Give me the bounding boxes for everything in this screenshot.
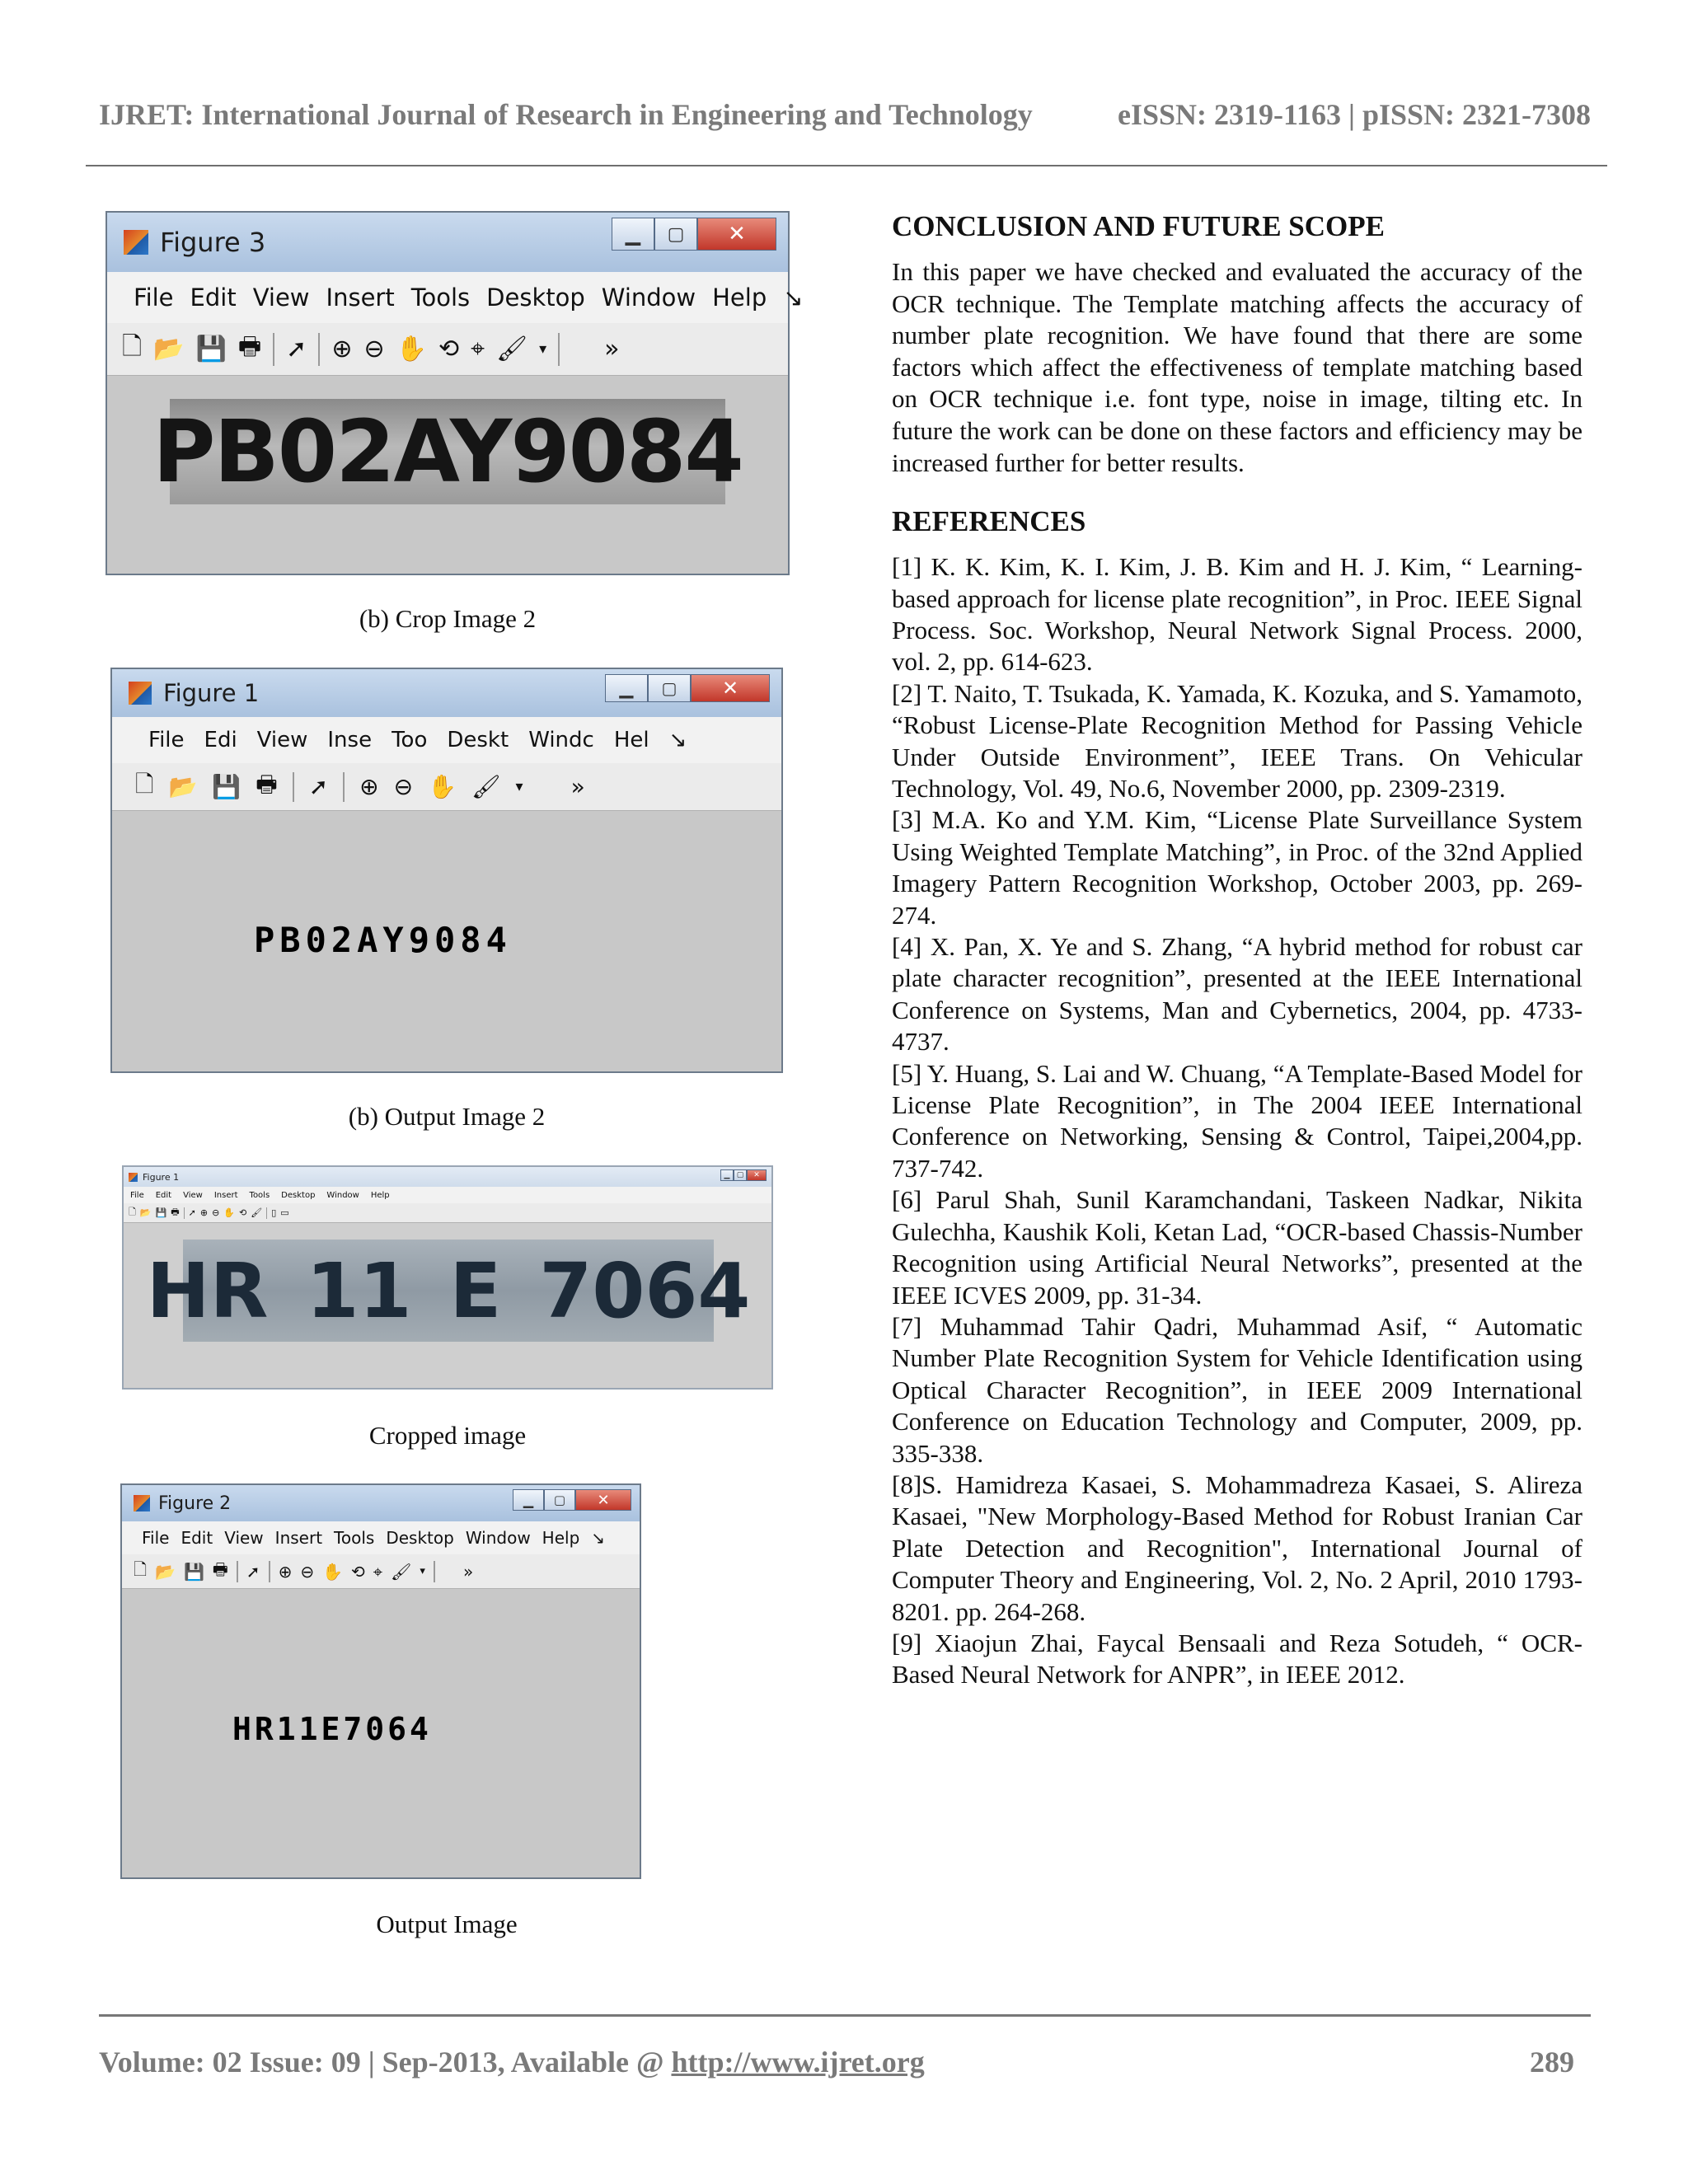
save-icon[interactable]: 💾 xyxy=(195,335,227,363)
toolbar-separator xyxy=(558,333,560,366)
menu-dock-arrow-icon[interactable]: ↘ xyxy=(668,728,687,752)
menu-help[interactable]: Hel xyxy=(613,728,649,752)
pointer-icon[interactable]: ➚ xyxy=(308,773,329,800)
window-title: Figure 3 xyxy=(160,227,266,258)
pointer-icon[interactable]: ➚ xyxy=(188,1207,196,1218)
issn-info: eISSN: 2319-1163 | pISSN: 2321-7308 xyxy=(1118,98,1591,131)
menu-help[interactable]: Help xyxy=(712,284,767,312)
plate-text: HR11E7064 xyxy=(232,1711,432,1747)
figure-toolbar xyxy=(122,1554,640,1589)
toolbar-overflow-icon[interactable]: » xyxy=(604,335,620,363)
zoom-in-icon[interactable]: ⊕ xyxy=(331,335,353,363)
menu-window[interactable]: Window xyxy=(601,284,696,312)
window-title: Figure 1 xyxy=(163,679,260,707)
reference-item: [1] K. K. Kim, K. I. Kim, J. B. Kim and H. J. Kim, “ Learning-based approach for license plate recognition”, in Proc. IEEE Signal Process. Soc. Workshop, Neural Network Signal Process. 2000, vol. 2, pp. 614-623. xyxy=(892,552,1582,677)
new-figure-icon[interactable]: 🗋 xyxy=(122,332,143,361)
menu-help[interactable]: Help xyxy=(542,1528,580,1548)
window-controls xyxy=(720,1169,767,1181)
brush-icon[interactable]: 🖌 xyxy=(391,1561,412,1582)
menu-desktop[interactable]: Desktop xyxy=(386,1528,454,1548)
plate-crop-image xyxy=(152,399,743,504)
dropdown-arrow-icon[interactable]: ▾ xyxy=(539,340,547,358)
zoom-in-icon[interactable]: ⊕ xyxy=(199,1207,209,1218)
menu-edit[interactable]: Edit xyxy=(155,1190,172,1200)
pan-hand-icon[interactable]: ✋ xyxy=(428,773,457,800)
close-icon[interactable]: ✕ xyxy=(747,1169,767,1181)
matlab-logo-icon xyxy=(129,682,152,705)
references-heading: REFERENCES xyxy=(892,505,1086,538)
close-icon[interactable]: ✕ xyxy=(691,674,770,702)
menu-tools[interactable]: Tools xyxy=(334,1528,375,1548)
pointer-icon[interactable]: ➚ xyxy=(246,1561,260,1582)
toolbar-separator xyxy=(273,333,274,366)
figure-caption: (b) Output Image 2 xyxy=(348,1102,546,1131)
plate-crop-image xyxy=(146,1240,751,1342)
open-file-icon[interactable]: 📂 xyxy=(168,773,198,800)
toolbar-separator xyxy=(434,1561,435,1582)
window-title: Figure 1 xyxy=(143,1171,180,1183)
window-controls xyxy=(513,1489,631,1511)
colorbar-icon[interactable]: ▯ xyxy=(271,1207,277,1218)
running-header xyxy=(99,97,1591,132)
menu-dock-arrow-icon[interactable]: ↘ xyxy=(591,1528,606,1548)
menu-view[interactable]: View xyxy=(183,1190,203,1200)
window-titlebar xyxy=(124,1167,771,1187)
toolbar-separator xyxy=(343,772,345,802)
maximize-icon[interactable]: ▢ xyxy=(654,218,697,251)
new-figure-icon[interactable]: 🗋 xyxy=(134,1558,148,1579)
new-figure-icon[interactable]: 🗋 xyxy=(135,770,154,798)
print-icon[interactable]: 🖶 xyxy=(237,332,262,361)
rotate-3d-icon[interactable]: ⟲ xyxy=(438,335,460,363)
figure-caption: Cropped image xyxy=(368,1421,527,1450)
figure-axes-area xyxy=(107,376,788,574)
legend-icon[interactable]: ▭ xyxy=(280,1207,289,1218)
menu-bar xyxy=(112,717,781,763)
plate-text: HR 11 E 7064 xyxy=(146,1246,751,1335)
volume-info: Volume: 02 Issue: 09 | Sep-2013, Available @ xyxy=(99,2046,672,2079)
zoom-out-icon[interactable]: ⊖ xyxy=(393,773,414,800)
menu-window[interactable]: Window xyxy=(326,1190,359,1200)
zoom-in-icon[interactable]: ⊕ xyxy=(278,1561,293,1582)
menu-desktop[interactable]: Deskt xyxy=(447,728,509,752)
minimize-icon[interactable]: ▁ xyxy=(605,674,648,702)
figure-window-crop-2 xyxy=(122,1165,773,1390)
pointer-icon[interactable]: ➚ xyxy=(286,335,307,363)
menu-window[interactable]: Windc xyxy=(528,728,594,752)
menu-edit[interactable]: Edit xyxy=(190,284,237,312)
zoom-in-icon[interactable]: ⊕ xyxy=(359,773,379,800)
menu-view[interactable]: View xyxy=(252,284,310,312)
menu-view[interactable]: View xyxy=(256,728,308,752)
pan-hand-icon[interactable]: ✋ xyxy=(396,335,427,363)
figure-caption: Output Image xyxy=(376,1910,518,1938)
figure-axes-area xyxy=(124,1223,771,1388)
minimize-icon[interactable]: ▁ xyxy=(720,1169,734,1181)
menu-file[interactable]: File xyxy=(148,728,185,752)
reference-item: [8]S. Hamidreza Kasaei, S. Mohammadreza Kasaei, S. Alireza Kasaei, "New Morphology-Based Method for Robust Iranian Car Plate Detection and Recognition", International Journal of Computer Theory and Engineering, Vol. 2, No. 2 April, 2010 1793-8201. pp. 264-268. xyxy=(892,1469,1582,1626)
print-icon[interactable]: 🖶 xyxy=(171,1207,180,1217)
journal-url-link[interactable]: http://www.ijret.org xyxy=(671,2046,925,2079)
matlab-logo-icon xyxy=(134,1495,150,1511)
zoom-out-icon[interactable]: ⊖ xyxy=(212,1207,220,1218)
print-icon[interactable]: 🖶 xyxy=(212,1558,228,1579)
data-cursor-icon[interactable]: ⌖ xyxy=(471,335,485,363)
window-titlebar xyxy=(112,669,781,717)
brush-icon[interactable]: 🖌 xyxy=(471,773,501,800)
menu-insert[interactable]: Insert xyxy=(213,1190,238,1200)
open-file-icon[interactable]: 📂 xyxy=(139,1207,152,1218)
zoom-out-icon[interactable]: ⊖ xyxy=(300,1561,315,1582)
new-figure-icon[interactable]: 🗋 xyxy=(129,1207,136,1217)
window-titlebar xyxy=(107,213,788,272)
menu-file[interactable]: File xyxy=(130,1190,144,1200)
reference-list xyxy=(892,551,1582,1691)
figure-window-output-2 xyxy=(120,1483,641,1879)
figure-axes-area xyxy=(122,1589,640,1877)
window-controls xyxy=(612,218,776,251)
header-rule xyxy=(86,165,1607,166)
maximize-icon[interactable]: ▢ xyxy=(544,1489,575,1511)
menu-insert[interactable]: Insert xyxy=(326,284,395,312)
save-icon[interactable]: 💾 xyxy=(184,1561,204,1582)
toolbar-separator xyxy=(184,1207,185,1219)
figure-window-crop-1 xyxy=(106,211,804,575)
menu-file[interactable]: File xyxy=(142,1528,170,1548)
rotate-3d-icon[interactable]: ⟲ xyxy=(351,1561,365,1582)
menu-dock-arrow-icon[interactable]: ↘ xyxy=(783,284,804,312)
reference-item: [3] M.A. Ko and Y.M. Kim, “License Plate Surveillance System Using Weighted Template Matching”, in Proc. of the 32nd Applied Imagery Pattern Recognition Workshop, October 2003, pp. 269-274. xyxy=(892,805,1582,930)
pan-hand-icon[interactable]: ✋ xyxy=(322,1561,343,1582)
toolbar-overflow-icon[interactable]: » xyxy=(462,1561,474,1582)
minimize-icon[interactable]: ▁ xyxy=(513,1489,544,1511)
menu-desktop[interactable]: Desktop xyxy=(281,1190,316,1200)
figure-toolbar xyxy=(124,1203,771,1223)
menu-desktop[interactable]: Desktop xyxy=(486,284,585,312)
menu-bar xyxy=(124,1187,771,1203)
reference-item: [7] Muhammad Tahir Qadri, Muhammad Asif, “ Automatic Number Plate Recognition System for Vehicle Identification using Optical Character Recognition”, in IEEE 2009 International Conference on Education Technology and Computer, 2009, pp. 335-338. xyxy=(892,1311,1582,1468)
toolbar-separator xyxy=(293,772,294,802)
data-cursor-icon[interactable]: ⌖ xyxy=(373,1561,383,1582)
menu-insert[interactable]: Inse xyxy=(327,728,373,752)
pan-hand-icon[interactable]: ✋ xyxy=(223,1207,236,1218)
reference-item: [5] Y. Huang, S. Lai and W. Chuang, “A Template-Based Model for License Plate Recognition”, in The 2004 IEEE International Conference on Networking, Sensing & Control, Taipei,2004,pp. 737-742. xyxy=(892,1058,1582,1183)
running-footer xyxy=(99,2045,1574,2079)
binary-plate-image xyxy=(232,1711,432,1747)
menu-insert[interactable]: Insert xyxy=(274,1528,323,1548)
menu-bar xyxy=(122,1521,640,1554)
toolbar-separator xyxy=(266,1207,267,1219)
figure-caption: (b) Crop Image 2 xyxy=(359,604,537,633)
matlab-logo-icon xyxy=(124,230,148,255)
right-column xyxy=(892,210,1582,1691)
plate-text: PB02AY9084 xyxy=(152,401,743,502)
dropdown-arrow-icon[interactable]: ▾ xyxy=(515,778,523,795)
menu-edit[interactable]: Edit xyxy=(181,1528,213,1548)
save-icon[interactable]: 💾 xyxy=(155,1207,167,1218)
maximize-icon[interactable]: ▢ xyxy=(734,1169,747,1181)
menu-tools[interactable]: Tools xyxy=(249,1190,270,1200)
window-titlebar xyxy=(122,1485,640,1521)
reference-item: [9] Xiaojun Zhai, Faycal Bensaali and Reza Sotudeh, “ OCR-Based Neural Network for ANPR”, in IEEE 2012. xyxy=(892,1628,1582,1690)
reference-item: [6] Parul Shah, Sunil Karamchandani, Taskeen Nadkar, Nikita Gulechha, Kaushik Koli, Ketan Lad, “OCR-based Chassis-Number Recognition using Artificial Neural Networks”, presented at the IEEE ICVES 2009, pp. 31-34. xyxy=(892,1185,1582,1310)
menu-bar xyxy=(107,272,804,323)
binary-plate-image xyxy=(254,920,512,960)
brush-icon[interactable]: 🖌 xyxy=(495,335,528,363)
reference-item: [4] X. Pan, X. Ye and S. Zhang, “A hybrid method for robust car plate character recognition”, presented at the IEEE International Conference on Systems, Man and Cybernetics, 2004, pp. 4733-4737. xyxy=(892,932,1582,1057)
footer-rule xyxy=(99,2014,1591,2017)
conclusion-paragraph: In this paper we have checked and evaluated the accuracy of the OCR technique. The Template matching affects the accuracy of number plate recognition. We have found that there are some factors which affect the effectiveness of template matching based on OCR technique i.e. font type, noise in image, tilting etc. In future the work can be done on these factors and efficiency may be increased further for better results. xyxy=(892,257,1582,477)
window-title: Figure 2 xyxy=(158,1493,232,1514)
dropdown-arrow-icon[interactable]: ▾ xyxy=(420,1565,425,1577)
menu-tools[interactable]: Tools xyxy=(410,284,471,312)
menu-edit[interactable]: Edi xyxy=(204,728,237,752)
menu-help[interactable]: Help xyxy=(370,1190,390,1200)
figure-axes-area xyxy=(112,811,781,1071)
toolbar-separator xyxy=(237,1561,238,1582)
close-icon[interactable]: ✕ xyxy=(697,218,776,251)
open-file-icon[interactable]: 📂 xyxy=(153,335,185,363)
journal-name: IJRET: International Journal of Research in Engineering and Technology xyxy=(99,98,1033,131)
menu-file[interactable]: File xyxy=(134,284,174,312)
figure-toolbar xyxy=(107,323,788,376)
figure-window-output-1 xyxy=(110,668,783,1073)
figure-toolbar xyxy=(112,763,781,811)
matlab-logo-icon xyxy=(129,1173,138,1182)
toolbar-separator xyxy=(269,1561,270,1582)
zoom-out-icon[interactable]: ⊖ xyxy=(363,335,385,363)
toolbar-overflow-icon[interactable]: » xyxy=(570,773,585,800)
conclusion-heading: CONCLUSION AND FUTURE SCOPE xyxy=(892,210,1385,242)
rotate-3d-icon[interactable]: ⟲ xyxy=(239,1207,247,1218)
close-icon[interactable]: ✕ xyxy=(575,1489,631,1511)
window-controls xyxy=(605,674,770,702)
print-icon[interactable]: 🖶 xyxy=(256,770,278,798)
menu-window[interactable]: Window xyxy=(465,1528,531,1548)
plate-text: PB02AY9084 xyxy=(254,920,512,960)
minimize-icon[interactable]: ▁ xyxy=(612,218,654,251)
menu-tools[interactable]: Too xyxy=(392,728,428,752)
open-file-icon[interactable]: 📂 xyxy=(155,1561,176,1582)
page-number: 289 xyxy=(1530,2046,1574,2079)
save-icon[interactable]: 💾 xyxy=(212,773,241,800)
menu-view[interactable]: View xyxy=(224,1528,264,1548)
maximize-icon[interactable]: ▢ xyxy=(648,674,691,702)
reference-item: [2] T. Naito, T. Tsukada, K. Yamada, K. Kozuka, and S. Yamamoto, “Robust License-Plate Recognition Method for Passing Vehicle Under Outside Environment”, IEEE Trans. On Vehicular Technology, Vol. 49, No.6, November 2000, pp. 2309-2319. xyxy=(892,678,1582,803)
toolbar-separator xyxy=(318,333,320,366)
brush-icon[interactable]: 🖌 xyxy=(251,1207,263,1218)
